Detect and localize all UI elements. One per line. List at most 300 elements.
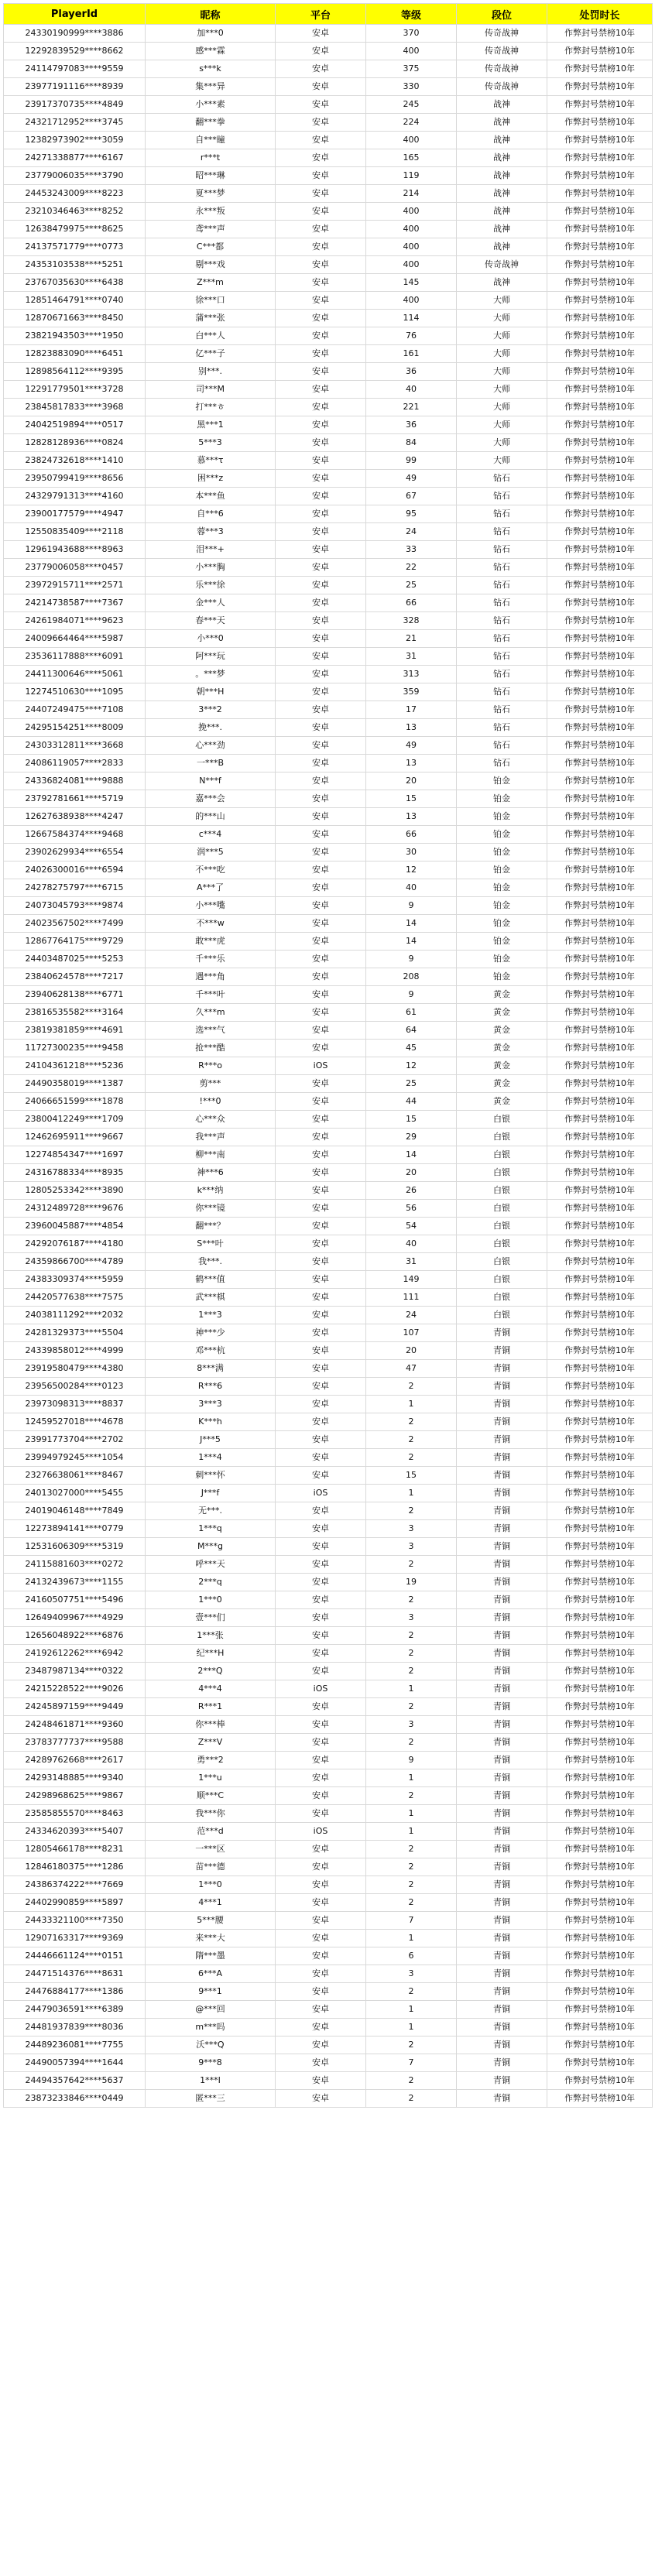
table-row	[4, 256, 653, 274]
cell-nickname: 4***1	[146, 1894, 276, 1912]
cell-level: 161	[366, 345, 457, 363]
cell-nickname: 范***d	[146, 1823, 276, 1841]
table-row	[4, 238, 653, 256]
cell-nickname: 1***4	[146, 1449, 276, 1467]
cell-level: 1	[366, 1396, 457, 1413]
cell-nickname: !***0	[146, 1093, 276, 1111]
cell-platform: 安卓	[276, 1538, 366, 1556]
cell-rank: 钻石	[457, 470, 547, 488]
cell-player-id: 23824732618****1410	[4, 452, 146, 470]
cell-level: 40	[366, 879, 457, 897]
cell-platform: 安卓	[276, 790, 366, 808]
cell-penalty: 作弊封号禁榜10年	[547, 221, 653, 238]
table-row	[4, 310, 653, 327]
cell-nickname: J***f	[146, 1485, 276, 1502]
cell-platform: 安卓	[276, 132, 366, 149]
table-row	[4, 701, 653, 719]
cell-level: 330	[366, 78, 457, 96]
cell-level: 14	[366, 1146, 457, 1164]
cell-nickname: 沃***Q	[146, 2036, 276, 2054]
cell-rank: 钻石	[457, 755, 547, 772]
cell-level: 1	[366, 1805, 457, 1823]
table-row	[4, 648, 653, 666]
cell-level: 3	[366, 1609, 457, 1627]
cell-player-id: 24214738587****7367	[4, 594, 146, 612]
cell-platform: 安卓	[276, 666, 366, 683]
cell-penalty: 作弊封号禁榜10年	[547, 1574, 653, 1591]
cell-nickname: 剔***戏	[146, 256, 276, 274]
cell-penalty: 作弊封号禁榜10年	[547, 1609, 653, 1627]
cell-player-id: 12649409967****4929	[4, 1609, 146, 1627]
cell-platform: 安卓	[276, 630, 366, 648]
cell-player-id: 23487987134****0322	[4, 1663, 146, 1680]
cell-player-id: 24407249475****7108	[4, 701, 146, 719]
cell-platform: 安卓	[276, 1200, 366, 1218]
cell-level: 14	[366, 915, 457, 933]
cell-platform: 安卓	[276, 185, 366, 203]
cell-player-id: 24281329373****5504	[4, 1324, 146, 1342]
cell-penalty: 作弊封号禁榜10年	[547, 1378, 653, 1396]
table-row	[4, 1858, 653, 1876]
cell-level: 2	[366, 1734, 457, 1752]
cell-penalty: 作弊封号禁榜10年	[547, 1146, 653, 1164]
table-row	[4, 1307, 653, 1324]
cell-rank: 青铜	[457, 1591, 547, 1609]
cell-rank: 青铜	[457, 1698, 547, 1716]
cell-rank: 青铜	[457, 1467, 547, 1485]
cell-nickname: C***都	[146, 238, 276, 256]
cell-level: 9	[366, 951, 457, 968]
cell-platform: 安卓	[276, 1787, 366, 1805]
table-header	[4, 4, 653, 25]
cell-rank: 钻石	[457, 719, 547, 737]
cell-nickname: 小***嘴	[146, 897, 276, 915]
cell-platform: 安卓	[276, 1218, 366, 1235]
cell-platform: 安卓	[276, 986, 366, 1004]
table-row	[4, 1965, 653, 1983]
cell-platform: 安卓	[276, 505, 366, 523]
table-row	[4, 2054, 653, 2072]
cell-level: 99	[366, 452, 457, 470]
cell-rank: 钻石	[457, 683, 547, 701]
cell-penalty: 作弊封号禁榜10年	[547, 1467, 653, 1485]
cell-rank: 铂金	[457, 915, 547, 933]
cell-rank: 青铜	[457, 2054, 547, 2072]
cell-player-id: 24132439673****1155	[4, 1574, 146, 1591]
cell-platform: 安卓	[276, 1805, 366, 1823]
cell-rank: 黄金	[457, 1004, 547, 1022]
cell-platform: 安卓	[276, 1253, 366, 1271]
cell-nickname: 1***张	[146, 1627, 276, 1645]
cell-player-id: 12907163317****9369	[4, 1930, 146, 1947]
cell-player-id: 24386374222****7669	[4, 1876, 146, 1894]
table-row	[4, 1342, 653, 1360]
cell-player-id: 12870671663****8450	[4, 310, 146, 327]
cell-player-id: 11727300235****9458	[4, 1040, 146, 1057]
cell-penalty: 作弊封号禁榜10年	[547, 1663, 653, 1680]
cell-platform: 安卓	[276, 345, 366, 363]
table-row	[4, 1538, 653, 1556]
cell-penalty: 作弊封号禁榜10年	[547, 1769, 653, 1787]
cell-nickname: @***回	[146, 2001, 276, 2019]
cell-platform: 安卓	[276, 1449, 366, 1467]
table-row	[4, 2036, 653, 2054]
cell-player-id: 23210346463****8252	[4, 203, 146, 221]
cell-player-id: 24261984071****9623	[4, 612, 146, 630]
cell-nickname: 徐***口	[146, 292, 276, 310]
table-row	[4, 1200, 653, 1218]
ban-list-table	[3, 3, 653, 2108]
cell-rank: 钻石	[457, 737, 547, 755]
cell-penalty: 作弊封号禁榜10年	[547, 488, 653, 505]
cell-penalty: 作弊封号禁榜10年	[547, 1930, 653, 1947]
cell-rank: 战神	[457, 185, 547, 203]
cell-player-id: 12382973902****3059	[4, 132, 146, 149]
cell-penalty: 作弊封号禁榜10年	[547, 1894, 653, 1912]
cell-penalty: 作弊封号禁榜10年	[547, 1022, 653, 1040]
cell-rank: 钻石	[457, 559, 547, 577]
cell-level: 224	[366, 114, 457, 132]
cell-penalty: 作弊封号禁榜10年	[547, 1218, 653, 1235]
cell-level: 3	[366, 1520, 457, 1538]
cell-nickname: 抢***酷	[146, 1040, 276, 1057]
cell-penalty: 作弊封号禁榜10年	[547, 1698, 653, 1716]
cell-player-id: 24104361218****5236	[4, 1057, 146, 1075]
table-row	[4, 1413, 653, 1431]
cell-level: 313	[366, 666, 457, 683]
cell-nickname: 困***z	[146, 470, 276, 488]
cell-player-id: 24494357642****5637	[4, 2072, 146, 2090]
cell-player-id: 12823883090****6451	[4, 345, 146, 363]
cell-penalty: 作弊封号禁榜10年	[547, 719, 653, 737]
cell-penalty: 作弊封号禁榜10年	[547, 968, 653, 986]
cell-nickname: K***h	[146, 1413, 276, 1431]
cell-player-id: 24312489728****9676	[4, 1200, 146, 1218]
cell-player-id: 12846180375****1286	[4, 1858, 146, 1876]
cell-nickname: 匿***三	[146, 2090, 276, 2108]
cell-player-id: 12805253342****3890	[4, 1182, 146, 1200]
cell-player-id: 24446661124****0151	[4, 1947, 146, 1965]
header-player-id: PlayerId	[4, 4, 146, 25]
cell-platform: 安卓	[276, 1520, 366, 1538]
cell-nickname: 金***人	[146, 594, 276, 612]
cell-level: 25	[366, 1075, 457, 1093]
table-row	[4, 1894, 653, 1912]
cell-level: 375	[366, 60, 457, 78]
cell-nickname: 。***梦	[146, 666, 276, 683]
cell-rank: 青铜	[457, 1627, 547, 1645]
cell-platform: 安卓	[276, 772, 366, 790]
cell-platform: 安卓	[276, 719, 366, 737]
cell-penalty: 作弊封号禁榜10年	[547, 1324, 653, 1342]
cell-penalty: 作弊封号禁榜10年	[547, 1734, 653, 1752]
cell-platform: 安卓	[276, 43, 366, 60]
cell-nickname: 本***鱼	[146, 488, 276, 505]
table-row	[4, 1004, 653, 1022]
cell-player-id: 12867764175****9729	[4, 933, 146, 951]
cell-level: 20	[366, 1164, 457, 1182]
cell-nickname: 小***素	[146, 96, 276, 114]
cell-player-id: 23779006035****3790	[4, 167, 146, 185]
cell-level: 47	[366, 1360, 457, 1378]
cell-level: 2	[366, 1627, 457, 1645]
cell-level: 12	[366, 1057, 457, 1075]
cell-player-id: 24481937839****8036	[4, 2019, 146, 2036]
cell-rank: 青铜	[457, 1947, 547, 1965]
cell-nickname: 苗***德	[146, 1858, 276, 1876]
cell-rank: 白银	[457, 1182, 547, 1200]
cell-rank: 白银	[457, 1253, 547, 1271]
cell-platform: 安卓	[276, 1645, 366, 1663]
cell-level: 107	[366, 1324, 457, 1342]
cell-player-id: 23585855570****8463	[4, 1805, 146, 1823]
table-row	[4, 78, 653, 96]
table-row	[4, 2019, 653, 2036]
cell-level: 2	[366, 1876, 457, 1894]
cell-penalty: 作弊封号禁榜10年	[547, 470, 653, 488]
cell-platform: 安卓	[276, 1146, 366, 1164]
cell-rank: 战神	[457, 203, 547, 221]
cell-platform: 安卓	[276, 1467, 366, 1485]
table-row	[4, 1591, 653, 1609]
cell-rank: 青铜	[457, 2001, 547, 2019]
cell-penalty: 作弊封号禁榜10年	[547, 1502, 653, 1520]
cell-rank: 青铜	[457, 1752, 547, 1769]
cell-rank: 铂金	[457, 951, 547, 968]
table-row	[4, 541, 653, 559]
cell-rank: 钻石	[457, 594, 547, 612]
cell-nickname: 顺***C	[146, 1787, 276, 1805]
cell-player-id: 12531606309****5319	[4, 1538, 146, 1556]
cell-level: 20	[366, 772, 457, 790]
table-row	[4, 594, 653, 612]
cell-player-id: 24038111292****2032	[4, 1307, 146, 1324]
cell-platform: 安卓	[276, 2036, 366, 2054]
cell-penalty: 作弊封号禁榜10年	[547, 1004, 653, 1022]
cell-penalty: 作弊封号禁榜10年	[547, 577, 653, 594]
cell-rank: 传奇战神	[457, 78, 547, 96]
cell-level: 44	[366, 1093, 457, 1111]
cell-player-id: 24336824081****9888	[4, 772, 146, 790]
cell-penalty: 作弊封号禁榜10年	[547, 1342, 653, 1360]
cell-rank: 白银	[457, 1111, 547, 1129]
cell-rank: 铂金	[457, 879, 547, 897]
cell-level: 2	[366, 1378, 457, 1396]
table-row	[4, 1093, 653, 1111]
cell-nickname: 来***大	[146, 1930, 276, 1947]
cell-level: 370	[366, 25, 457, 43]
cell-penalty: 作弊封号禁榜10年	[547, 1858, 653, 1876]
cell-penalty: 作弊封号禁榜10年	[547, 1520, 653, 1538]
cell-level: 25	[366, 577, 457, 594]
cell-player-id: 23940628138****6771	[4, 986, 146, 1004]
table-row	[4, 434, 653, 452]
header-nickname: 昵称	[146, 4, 276, 25]
cell-platform: 安卓	[276, 1413, 366, 1431]
cell-penalty: 作弊封号禁榜10年	[547, 399, 653, 416]
cell-nickname: Z***V	[146, 1734, 276, 1752]
cell-nickname: 你***棒	[146, 1716, 276, 1734]
table-row	[4, 1360, 653, 1378]
cell-rank: 青铜	[457, 1556, 547, 1574]
cell-penalty: 作弊封号禁榜10年	[547, 2054, 653, 2072]
cell-penalty: 作弊封号禁榜10年	[547, 1485, 653, 1502]
cell-rank: 铂金	[457, 968, 547, 986]
cell-level: 26	[366, 1182, 457, 1200]
cell-rank: 青铜	[457, 1431, 547, 1449]
header-penalty: 处罚时长	[547, 4, 653, 25]
cell-platform: 安卓	[276, 2054, 366, 2072]
cell-rank: 铂金	[457, 790, 547, 808]
cell-player-id: 24013027000****5455	[4, 1485, 146, 1502]
cell-penalty: 作弊封号禁榜10年	[547, 951, 653, 968]
cell-platform: 安卓	[276, 701, 366, 719]
cell-platform: 安卓	[276, 844, 366, 862]
table-row	[4, 1930, 653, 1947]
cell-platform: 安卓	[276, 559, 366, 577]
cell-rank: 黄金	[457, 1075, 547, 1093]
cell-level: 7	[366, 2054, 457, 2072]
cell-player-id: 24278275797****6715	[4, 879, 146, 897]
cell-rank: 大师	[457, 434, 547, 452]
cell-platform: 安卓	[276, 1129, 366, 1146]
cell-level: 145	[366, 274, 457, 292]
cell-rank: 钻石	[457, 541, 547, 559]
cell-nickname: 刺***怀	[146, 1467, 276, 1485]
cell-rank: 青铜	[457, 1360, 547, 1378]
table-row	[4, 1146, 653, 1164]
cell-penalty: 作弊封号禁榜10年	[547, 327, 653, 345]
cell-nickname: 翻***？	[146, 1218, 276, 1235]
cell-level: 1	[366, 1769, 457, 1787]
cell-platform: 安卓	[276, 96, 366, 114]
table-row	[4, 60, 653, 78]
cell-platform: 安卓	[276, 1663, 366, 1680]
cell-penalty: 作弊封号禁榜10年	[547, 1431, 653, 1449]
cell-penalty: 作弊封号禁榜10年	[547, 114, 653, 132]
table-row	[4, 185, 653, 203]
cell-level: 2	[366, 1431, 457, 1449]
cell-rank: 青铜	[457, 1645, 547, 1663]
table-row	[4, 1769, 653, 1787]
cell-penalty: 作弊封号禁榜10年	[547, 238, 653, 256]
cell-level: 114	[366, 310, 457, 327]
table-row	[4, 292, 653, 310]
cell-player-id: 24042519894****0517	[4, 416, 146, 434]
cell-platform: 安卓	[276, 968, 366, 986]
table-row	[4, 1823, 653, 1841]
cell-platform: 安卓	[276, 1930, 366, 1947]
table-row	[4, 505, 653, 523]
cell-penalty: 作弊封号禁榜10年	[547, 541, 653, 559]
cell-penalty: 作弊封号禁榜10年	[547, 1752, 653, 1769]
cell-player-id: 12638479975****8625	[4, 221, 146, 238]
cell-penalty: 作弊封号禁榜10年	[547, 1538, 653, 1556]
cell-player-id: 12462695911****9667	[4, 1129, 146, 1146]
cell-rank: 青铜	[457, 1965, 547, 1983]
cell-nickname: 纪***H	[146, 1645, 276, 1663]
cell-platform: iOS	[276, 1485, 366, 1502]
cell-nickname: 润***5	[146, 844, 276, 862]
table-row	[4, 523, 653, 541]
table-row	[4, 790, 653, 808]
cell-nickname: 感***霖	[146, 43, 276, 60]
header-rank: 段位	[457, 4, 547, 25]
table-row	[4, 968, 653, 986]
cell-platform: 安卓	[276, 1164, 366, 1182]
cell-platform: 安卓	[276, 203, 366, 221]
table-row	[4, 951, 653, 968]
cell-rank: 青铜	[457, 1609, 547, 1627]
cell-rank: 铂金	[457, 862, 547, 879]
cell-level: 3	[366, 1965, 457, 1983]
cell-level: 56	[366, 1200, 457, 1218]
cell-level: 2	[366, 1841, 457, 1858]
cell-penalty: 作弊封号禁榜10年	[547, 1093, 653, 1111]
cell-penalty: 作弊封号禁榜10年	[547, 2001, 653, 2019]
table-row	[4, 986, 653, 1004]
cell-level: 9	[366, 897, 457, 915]
cell-level: 64	[366, 1022, 457, 1040]
cell-penalty: 作弊封号禁榜10年	[547, 879, 653, 897]
cell-nickname: 别***.	[146, 363, 276, 381]
cell-rank: 青铜	[457, 1680, 547, 1698]
cell-platform: 安卓	[276, 755, 366, 772]
cell-penalty: 作弊封号禁榜10年	[547, 1680, 653, 1698]
cell-rank: 大师	[457, 452, 547, 470]
cell-player-id: 24295154251****8009	[4, 719, 146, 737]
cell-nickname: 勇***2	[146, 1752, 276, 1769]
cell-nickname: 不***w	[146, 915, 276, 933]
cell-platform: 安卓	[276, 310, 366, 327]
cell-penalty: 作弊封号禁榜10年	[547, 1040, 653, 1057]
cell-nickname: 泪***+	[146, 541, 276, 559]
cell-rank: 传奇战神	[457, 60, 547, 78]
cell-penalty: 作弊封号禁榜10年	[547, 203, 653, 221]
cell-penalty: 作弊封号禁榜10年	[547, 755, 653, 772]
cell-rank: 青铜	[457, 1449, 547, 1467]
cell-penalty: 作弊封号禁榜10年	[547, 1307, 653, 1324]
cell-nickname: 无***.	[146, 1502, 276, 1520]
cell-rank: 青铜	[457, 1841, 547, 1858]
cell-rank: 白银	[457, 1200, 547, 1218]
cell-rank: 青铜	[457, 2072, 547, 2090]
cell-platform: 安卓	[276, 1289, 366, 1307]
header-level: 等级	[366, 4, 457, 25]
cell-rank: 青铜	[457, 1858, 547, 1876]
cell-nickname: 黑***1	[146, 416, 276, 434]
cell-rank: 钻石	[457, 612, 547, 630]
cell-rank: 青铜	[457, 1894, 547, 1912]
cell-penalty: 作弊封号禁榜10年	[547, 310, 653, 327]
cell-platform: 安卓	[276, 933, 366, 951]
cell-nickname: 武***棋	[146, 1289, 276, 1307]
cell-nickname: c***4	[146, 826, 276, 844]
cell-nickname: R***o	[146, 1057, 276, 1075]
cell-platform: 安卓	[276, 1609, 366, 1627]
cell-penalty: 作弊封号禁榜10年	[547, 1876, 653, 1894]
cell-platform: 安卓	[276, 1378, 366, 1396]
cell-nickname: 剪***	[146, 1075, 276, 1093]
cell-platform: 安卓	[276, 648, 366, 666]
table-row	[4, 1734, 653, 1752]
cell-player-id: 24316788334****8935	[4, 1164, 146, 1182]
cell-level: 165	[366, 149, 457, 167]
cell-level: 2	[366, 1449, 457, 1467]
cell-level: 33	[366, 541, 457, 559]
cell-nickname: 小***胸	[146, 559, 276, 577]
cell-penalty: 作弊封号禁榜10年	[547, 60, 653, 78]
